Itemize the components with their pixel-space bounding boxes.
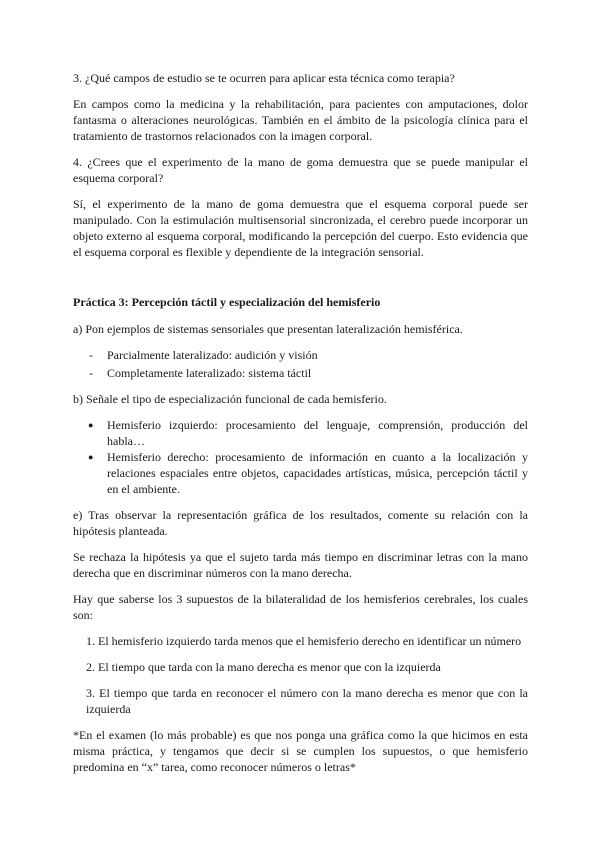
bullet-marker: ● (88, 452, 94, 462)
list-item (73, 449, 528, 497)
question-3: 3. ¿Qué campos de estudio se te ocurren para aplicar esta técnica como terapia? (73, 71, 455, 85)
list-item-text: Completamente lateralizado: sistema táctil (107, 366, 312, 380)
question-b: b) Señale el tipo de especialización funcional de cada hemisferio. (73, 392, 387, 406)
list-item-text: Parcialmente lateralizado: audición y visión (107, 348, 318, 362)
supuestos-intro: Hay que saberse los 3 supuestos de la bilateralidad de los hemisferios cerebrales, los cuales son: (73, 592, 528, 622)
list-item (73, 365, 528, 381)
document-page (73, 70, 528, 775)
bullet-marker: ● (88, 420, 94, 430)
question-4: 4. ¿Crees que el experimento de la mano de goma demuestra que se puede manipular el esquema corporal? (73, 155, 528, 185)
list-item-text: Hemisferio derecho: procesamiento de información en cuanto a la localización y relaciones espaciales entre objetos, capacidades artísticas, música, percepción táctil y en el ambiente. (107, 450, 528, 496)
hemisphere-list (73, 417, 528, 497)
answer-e: Se rechaza la hipótesis ya que el sujeto tarda más tiempo en discriminar letras con la mano derecha que en discriminar números con la mano derecha. (73, 550, 528, 580)
list-item (73, 417, 528, 449)
list-item (73, 347, 528, 363)
supuesto-3: 3. El tiempo que tarda en reconocer el número con la mano derecha es menor que con la izquierda (86, 686, 528, 716)
answer-3: En campos como la medicina y la rehabilitación, para pacientes con amputaciones, dolor fantasma o alteraciones neurológicas. También en el ámbito de la psicología clínica para el tratamiento de trastornos relacionados con la imagen corporal. (73, 97, 528, 143)
exam-note: *En el examen (lo más probable) es que nos ponga una gráfica como la que hicimos en esta misma práctica, y tengamos que decir si se cumplen los supuestos, o que hemisferio predomina en “x” tarea, como reconocer números o letras* (73, 728, 528, 774)
list-item-text: Hemisferio izquierdo: procesamiento del lenguaje, comprensión, producción del habla… (107, 418, 528, 448)
dash-marker: - (89, 348, 93, 362)
dash-marker: - (89, 366, 93, 380)
section-title: Práctica 3: Percepción táctil y especialización del hemisferio (73, 295, 381, 309)
question-a: a) Pon ejemplos de sistemas sensoriales que presentan lateralización hemisférica. (73, 322, 463, 336)
lateralization-list (73, 347, 528, 381)
supuesto-1: 1. El hemisferio izquierdo tarda menos que el hemisferio derecho en identificar un número (86, 634, 522, 648)
supuesto-2: 2. El tiempo que tarda con la mano derecha es menor que con la izquierda (86, 660, 441, 674)
answer-4: Sí, el experimento de la mano de goma demuestra que el esquema corporal puede ser manipulado. Con la estimulación multisensorial sincronizada, el cerebro puede incorporar un objeto externo al esquema corporal, modificando la percepción del cuerpo. Esto evidencia que el esquema corporal es flexible y dependiente de la integración sensorial. (73, 197, 528, 259)
question-e: e) Tras observar la representación gráfica de los resultados, comente su relación con la hipótesis planteada. (73, 508, 528, 538)
